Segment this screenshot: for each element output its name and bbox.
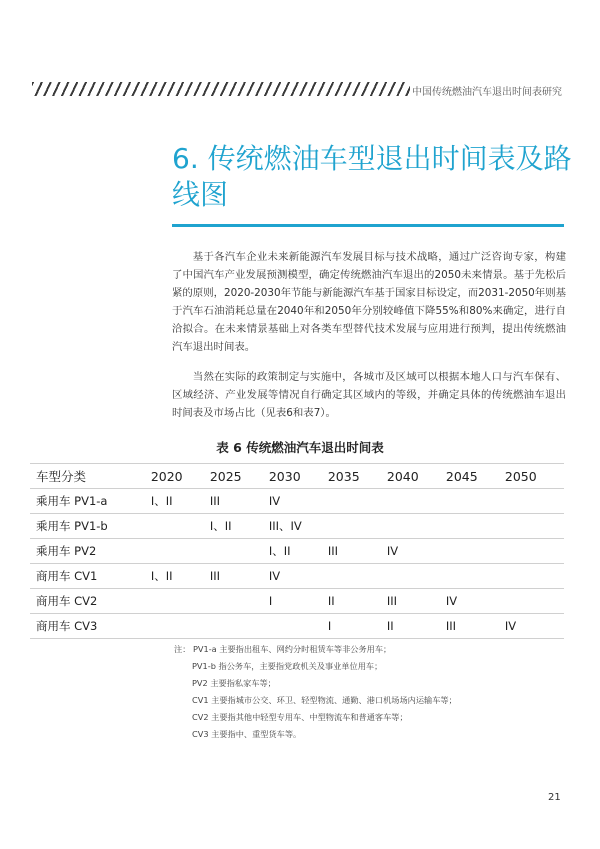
table-cell	[387, 489, 446, 514]
column-header: 2025	[210, 464, 269, 489]
table-cell: I	[269, 589, 328, 614]
table-cell: I、II	[151, 489, 210, 514]
table-cell	[151, 614, 210, 639]
note-line: PV2 主要指私家车等；	[192, 678, 276, 688]
exit-timeline-table	[30, 463, 564, 639]
table-cell	[151, 539, 210, 564]
table-cell	[210, 539, 269, 564]
table-cell	[151, 589, 210, 614]
table-cell: III、IV	[269, 514, 328, 539]
table-cell: I、II	[151, 564, 210, 589]
table-cell: III	[446, 614, 505, 639]
table-row	[30, 539, 564, 564]
header-title: 中国传统燃油汽车退出时间表研究	[412, 87, 562, 98]
table-cell: I、II	[210, 514, 269, 539]
table-cell	[446, 539, 505, 564]
title-underline	[172, 224, 564, 227]
note-line: 注： PV1-a 主要指出租车、网约分时租赁车等非公务用车；	[174, 644, 392, 654]
table-cell	[505, 489, 564, 514]
table-cell: IV	[505, 614, 564, 639]
table-cell: III	[210, 564, 269, 589]
column-header: 2045	[446, 464, 505, 489]
column-header: 2030	[269, 464, 328, 489]
table-cell: IV	[446, 589, 505, 614]
table-row	[30, 514, 564, 539]
column-header: 2040	[387, 464, 446, 489]
note-line: CV3 主要指中、重型货车等。	[192, 729, 302, 739]
table-cell: 商用车 CV3	[30, 614, 151, 639]
table-header-row	[30, 464, 564, 489]
table-cell	[269, 614, 328, 639]
table-cell	[446, 514, 505, 539]
column-header: 2050	[505, 464, 564, 489]
page-header	[32, 82, 562, 98]
table-cell	[505, 589, 564, 614]
page-number: 21	[548, 792, 561, 803]
table-cell	[505, 539, 564, 564]
note-line: CV1 主要指城市公交、环卫、轻型物流、通勤、港口机场场内运输车等；	[192, 695, 457, 705]
table-cell	[151, 514, 210, 539]
body-text	[172, 248, 566, 434]
table-caption: 表 6 传统燃油汽车退出时间表	[216, 440, 384, 455]
column-header: 2035	[328, 464, 387, 489]
column-header: 2020	[151, 464, 210, 489]
table-cell: IV	[269, 489, 328, 514]
table-cell: II	[387, 614, 446, 639]
table-cell: I、II	[269, 539, 328, 564]
note-line: CV2 主要指其他中轻型专用车、中型物流车和普通客车等；	[192, 712, 408, 722]
table-cell: 乘用车 PV1-b	[30, 514, 151, 539]
table-cell: I	[328, 614, 387, 639]
table-cell: III	[210, 489, 269, 514]
table-cell	[328, 564, 387, 589]
table-cell	[328, 489, 387, 514]
table-cell: 商用车 CV1	[30, 564, 151, 589]
table-cell	[505, 564, 564, 589]
table-cell: II	[328, 589, 387, 614]
column-header: 车型分类	[30, 464, 151, 489]
table-cell: IV	[269, 564, 328, 589]
table-cell: 乘用车 PV1-a	[30, 489, 151, 514]
table-cell	[328, 514, 387, 539]
table-cell	[210, 614, 269, 639]
table-cell: III	[328, 539, 387, 564]
table-row	[30, 614, 564, 639]
table-cell	[446, 564, 505, 589]
note-line: PV1-b 指公务车，主要指党政机关及事业单位用车；	[192, 661, 383, 671]
table-cell	[387, 564, 446, 589]
table-cell	[446, 489, 505, 514]
table-notes	[174, 641, 564, 743]
table-row	[30, 589, 564, 614]
table-cell	[505, 514, 564, 539]
table-cell: IV	[387, 539, 446, 564]
header-stripe-decoration	[32, 82, 410, 96]
table-cell	[387, 514, 446, 539]
paragraph: 基于各汽车企业未来新能源汽车发展目标与技术战略，通过广泛咨询专家，构建了中国汽车产业发展预测模型，确定传统燃油汽车退出的2050未来情景。基于先松后紧的原则，2020-2030年节能与新能源汽车基于国家目标设定，而2031-2050年则基于汽车石油消耗总量在2040年和2050年分别较峰值下降55%和80%来确定，进行自洽拟合。在未来情景基础上对各类车型替代技术发展与应用进行预判，提出传统燃油汽车退出时间表。	[172, 251, 566, 353]
table-cell	[210, 589, 269, 614]
table-row	[30, 564, 564, 589]
chapter-title: 6. 传统燃油车型退出时间表及路线图	[172, 142, 572, 211]
table-row	[30, 489, 564, 514]
table-cell: 乘用车 PV2	[30, 539, 151, 564]
table-cell: 商用车 CV2	[30, 589, 151, 614]
paragraph: 当然在实际的政策制定与实施中，各城市及区域可以根据本地人口与汽车保有、区域经济、产业发展等情况自行确定其区域内的等级，并确定具体的传统燃油车退出时间表及市场占比（见表6和表7）。	[172, 371, 566, 419]
table-cell: III	[387, 589, 446, 614]
